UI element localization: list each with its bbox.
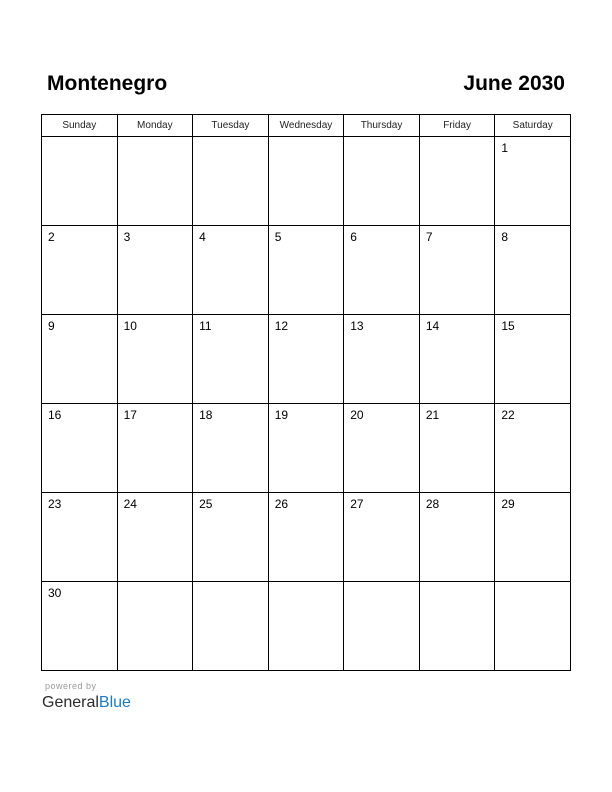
- day-cell: [344, 493, 420, 582]
- day-cell: [268, 493, 344, 582]
- week-row: [42, 404, 571, 493]
- day-number: 22: [501, 408, 515, 422]
- day-cell: [117, 137, 193, 226]
- day-cell: [42, 137, 118, 226]
- generalblue-logo: [42, 693, 131, 713]
- week-row: [42, 582, 571, 671]
- day-cell: [268, 315, 344, 404]
- day-cell: [344, 226, 420, 315]
- day-number: 13: [350, 319, 364, 333]
- day-number: 14: [425, 319, 440, 333]
- day-cell: [268, 582, 344, 671]
- day-cell: [344, 315, 420, 404]
- day-number: 2: [48, 230, 55, 244]
- day-cell: [495, 404, 571, 493]
- day-number: 25: [199, 497, 213, 511]
- day-number: 16: [48, 408, 62, 422]
- day-cell: [193, 582, 269, 671]
- calendar-body: [42, 137, 571, 671]
- day-number: 20: [350, 408, 364, 422]
- weekday-friday: Friday: [419, 115, 495, 137]
- day-cell: [193, 404, 269, 493]
- country-title: Montenegro: [47, 72, 168, 95]
- day-number: 5: [274, 230, 282, 244]
- weekday-sunday: Sunday: [42, 115, 118, 137]
- day-number: [269, 137, 344, 141]
- weekday-wednesday: Wednesday: [268, 115, 344, 137]
- day-cell: [117, 582, 193, 671]
- day-cell: [495, 493, 571, 582]
- day-cell: [344, 404, 420, 493]
- month-year-title: June 2030: [463, 72, 565, 95]
- day-cell: [495, 315, 571, 404]
- day-cell: [419, 226, 495, 315]
- day-cell: [419, 493, 495, 582]
- day-number: 15: [501, 319, 515, 333]
- day-number: [495, 582, 570, 586]
- day-number: 30: [48, 586, 62, 600]
- day-cell: [117, 493, 193, 582]
- week-row: [42, 315, 571, 404]
- day-number: [420, 582, 495, 586]
- day-number: 12: [274, 319, 289, 333]
- day-number: [193, 137, 268, 141]
- weekday-header-row: [42, 115, 571, 137]
- day-number: 6: [350, 230, 357, 244]
- day-cell: [268, 137, 344, 226]
- day-cell: [419, 315, 495, 404]
- weekday-thursday: Thursday: [344, 115, 420, 137]
- day-cell: [344, 137, 420, 226]
- day-number: 11: [199, 319, 212, 333]
- day-cell: [419, 404, 495, 493]
- day-number: 9: [48, 319, 55, 333]
- day-cell: [193, 315, 269, 404]
- day-cell: [42, 315, 118, 404]
- day-number: 1: [501, 141, 509, 155]
- day-cell: [193, 226, 269, 315]
- day-cell: [193, 493, 269, 582]
- weekday-monday: Monday: [117, 115, 193, 137]
- day-number: 21: [425, 408, 440, 422]
- day-number: [420, 137, 495, 141]
- week-row: [42, 226, 571, 315]
- week-row: [42, 137, 571, 226]
- day-cell: [117, 404, 193, 493]
- day-number: 8: [501, 230, 509, 244]
- day-number: 26: [274, 497, 289, 511]
- day-cell: [42, 493, 118, 582]
- day-cell: [268, 226, 344, 315]
- powered-by-label: powered by: [45, 681, 97, 691]
- day-number: 28: [425, 497, 440, 511]
- day-number: [344, 137, 419, 141]
- day-cell: [42, 404, 118, 493]
- day-cell: [42, 226, 118, 315]
- weekday-tuesday: Tuesday: [193, 115, 269, 137]
- day-cell: [193, 137, 269, 226]
- day-number: [118, 582, 193, 586]
- day-number: 3: [123, 230, 131, 244]
- day-number: 29: [501, 497, 515, 511]
- day-number: [42, 137, 117, 141]
- day-cell: [344, 582, 420, 671]
- day-number: [344, 582, 419, 586]
- day-number: [269, 582, 344, 586]
- day-cell: [419, 582, 495, 671]
- weekday-saturday: Saturday: [495, 115, 571, 137]
- day-cell: [117, 315, 193, 404]
- day-cell: [495, 137, 571, 226]
- day-number: [118, 137, 193, 141]
- day-number: 7: [425, 230, 433, 244]
- day-cell: [495, 582, 571, 671]
- day-cell: [495, 226, 571, 315]
- day-number: 4: [199, 230, 206, 244]
- calendar-grid: [41, 114, 571, 671]
- day-number: 24: [123, 497, 137, 511]
- day-cell: [42, 582, 118, 671]
- day-cell: [268, 404, 344, 493]
- day-cell: [117, 226, 193, 315]
- day-cell: [419, 137, 495, 226]
- day-number: 17: [123, 408, 137, 422]
- day-number: 19: [274, 408, 289, 422]
- day-number: [193, 582, 268, 586]
- day-number: 23: [48, 497, 62, 511]
- day-number: 18: [199, 408, 213, 422]
- day-number: 27: [350, 497, 364, 511]
- day-number: 10: [123, 319, 137, 333]
- brand-name-part2: Blue: [98, 694, 131, 711]
- brand-name-part1: General: [42, 694, 99, 711]
- week-row: [42, 493, 571, 582]
